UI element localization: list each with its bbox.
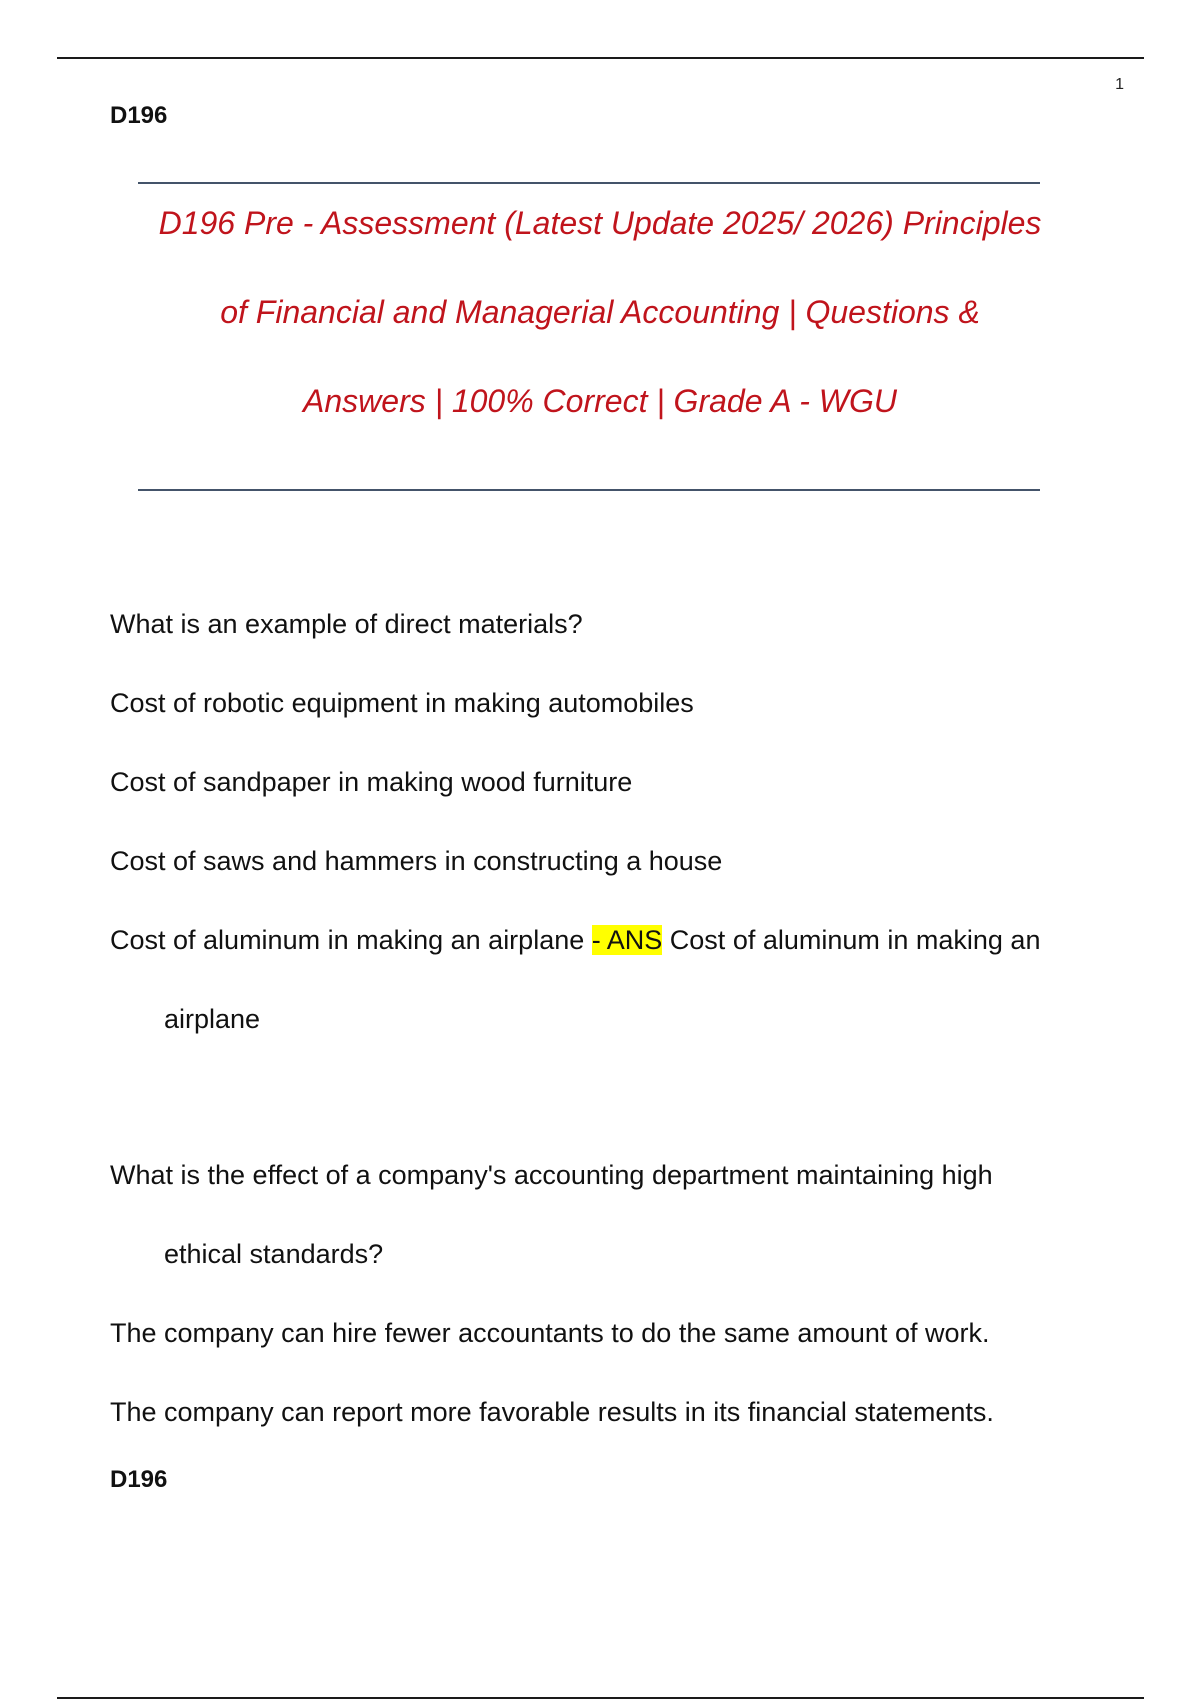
document-title-line-1: D196 Pre - Assessment (Latest Update 2025/ 2026) Principles: [158, 205, 1042, 241]
question-1-option-4: Cost of aluminum in making an airplane: [110, 925, 592, 955]
title-top-rule: [138, 182, 1040, 184]
page-bottom-rule: [57, 1697, 1144, 1699]
question-1-option-3: Cost of saws and hammers in constructing a house: [110, 846, 723, 876]
document-title-line-2: of Financial and Managerial Accounting | Questions &: [220, 294, 980, 330]
page-number: 1: [1115, 76, 1124, 93]
question-2-text-line-2: ethical standards?: [164, 1239, 384, 1269]
title-bottom-rule: [138, 489, 1040, 491]
question-1-answer-continued: airplane: [164, 1004, 261, 1034]
question-1-option-2: Cost of sandpaper in making wood furniture: [110, 767, 633, 797]
question-2-text-line-1: What is the effect of a company's accounting department maintaining high: [110, 1160, 993, 1190]
page-footer-label: D196: [110, 1466, 168, 1493]
question-1-text: What is an example of direct materials?: [110, 609, 583, 639]
question-1-answer-line: [110, 925, 1040, 956]
page-top-rule: [57, 57, 1144, 59]
document-title-line-3: Answers | 100% Correct | Grade A - WGU: [303, 383, 897, 419]
page-header-label: D196: [110, 102, 168, 129]
question-1-option-1: Cost of robotic equipment in making automobiles: [110, 688, 694, 718]
question-2-option-2: The company can report more favorable results in its financial statements.: [110, 1397, 994, 1427]
answer-marker: - ANS: [591, 925, 663, 955]
question-2-option-1: The company can hire fewer accountants to do the same amount of work.: [110, 1318, 990, 1348]
question-1-answer: Cost of aluminum in making an: [669, 925, 1041, 955]
